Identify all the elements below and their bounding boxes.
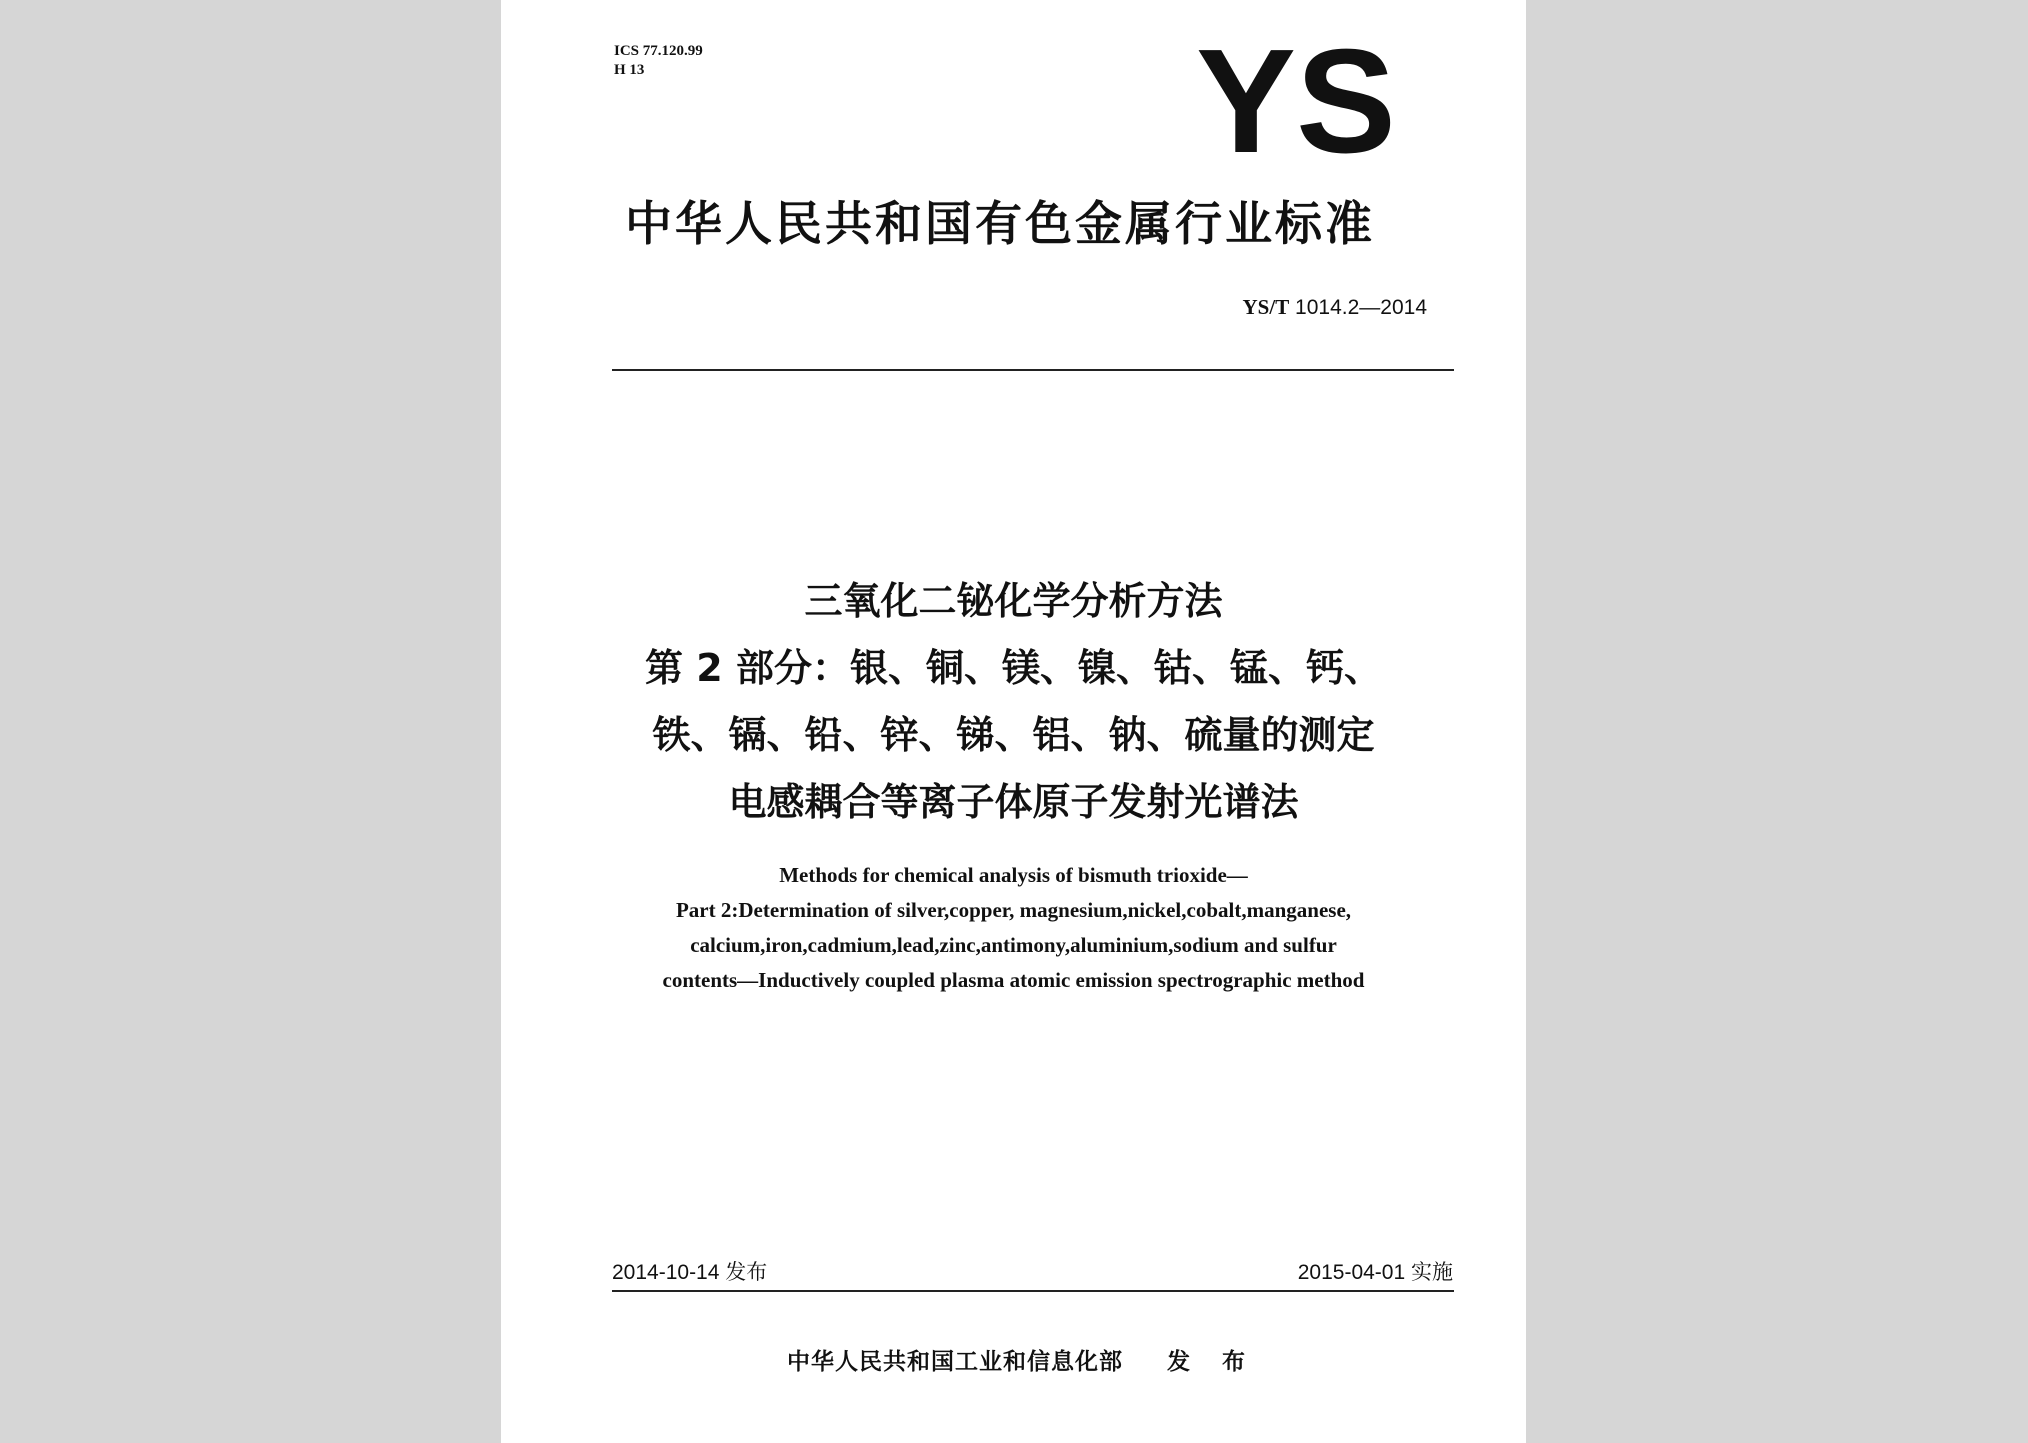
document-title-en bbox=[501, 858, 1526, 998]
classification-codes bbox=[614, 42, 703, 80]
implementation-date: 2015-04-01 实施 bbox=[1297, 1261, 1453, 1284]
issue-action: 发 布 bbox=[1167, 1349, 1258, 1375]
header-divider bbox=[612, 369, 1454, 371]
standard-category: 中华人民共和国有色金属行业标准 bbox=[625, 197, 1375, 252]
title-cn-line-4: 电感耦合等离子体原子发射光谱法 bbox=[728, 780, 1299, 824]
title-en-line-2: Part 2:Determination of silver,copper, magnesium,nickel,cobalt,manganese, bbox=[675, 898, 1352, 922]
title-en-line-3: calcium,iron,cadmium,lead,zinc,antimony,aluminium,sodium and sulfur bbox=[690, 933, 1337, 957]
document-title-cn bbox=[501, 568, 1526, 836]
title-cn-line-2: 第 2 部分：银、铜、镁、镍、钴、锰、钙、 bbox=[645, 646, 1382, 690]
ccs-code: H 13 bbox=[614, 62, 645, 78]
standard-number-value: 1014.2—2014 bbox=[1295, 296, 1427, 319]
issuer-name: 中华人民共和国工业和信息化部 bbox=[787, 1349, 1123, 1375]
title-cn-line-3: 铁、镉、铅、锌、锑、铝、钠、硫量的测定 bbox=[652, 713, 1375, 757]
issuer-line bbox=[787, 1343, 1257, 1376]
issue-date: 2014-10-14 发布 bbox=[612, 1261, 768, 1284]
standard-number bbox=[1243, 295, 1427, 320]
ics-code: ICS 77.120.99 bbox=[614, 43, 703, 59]
ys-logo bbox=[1191, 42, 1401, 162]
ys-logo-text: YS bbox=[1196, 42, 1396, 162]
standard-number-prefix: YS/T bbox=[1242, 295, 1290, 319]
title-en-line-4: contents—Inductively coupled plasma atomic emission spectrographic method bbox=[662, 968, 1365, 992]
footer-divider bbox=[612, 1290, 1454, 1292]
title-en-line-1: Methods for chemical analysis of bismuth trioxide— bbox=[779, 863, 1248, 887]
document-page bbox=[501, 0, 1526, 1443]
title-cn-line-1: 三氧化二铋化学分析方法 bbox=[804, 579, 1223, 623]
